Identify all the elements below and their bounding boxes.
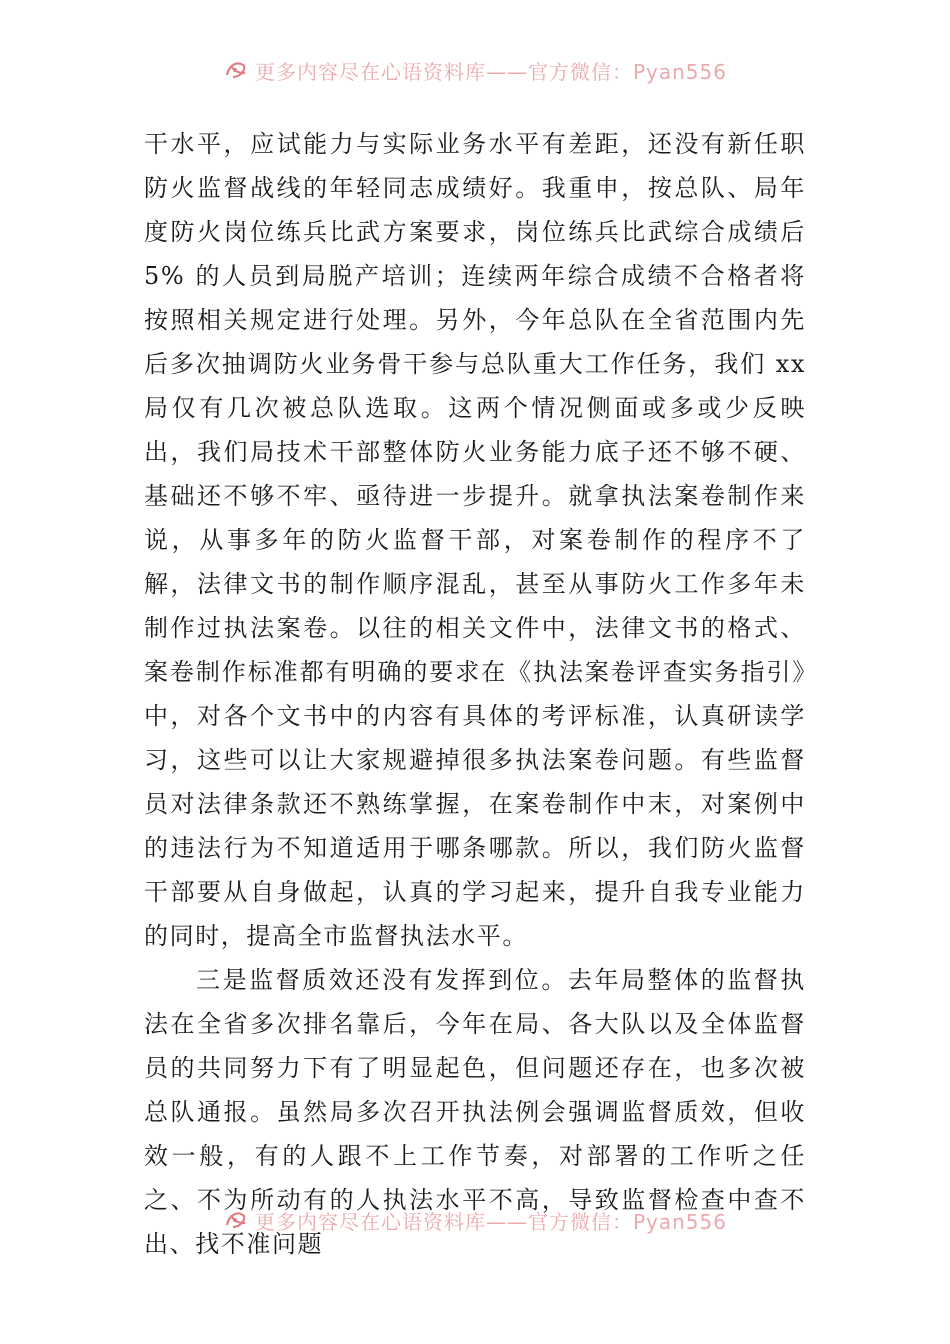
paragraph-point-three: 三是监督质效还没有发挥到位。去年局整体的监督执法在全省多次排名靠后，今年在局、各大队以及全体监督员的共同努力下有了明显起色，但问题还存在，也多次被总队通报。虽然局多次召开执法例会强调监督质效，但收效一般，有的人跟不上工作节奏，对部署的工作听之任之、不为所动有的人执法水平不高，导致监督检查中查不出、找不准问题: [144, 966, 806, 1258]
footer-watermark: [0, 1200, 950, 1240]
watermark-logo-icon: [223, 57, 249, 83]
paragraph-continuation: 干水平，应试能力与实际业务水平有差距，还没有新任职防火监督战线的年轻同志成绩好。我重申，按总队、局年度防火岗位练兵比武方案要求，岗位练兵比武综合成绩后 5% 的人员到局脱产培训；连续两年综合成绩不合格者将按照相关规定进行处理。另外，今年总队在全省范围内先后多次抽调防火业务骨干参与总队重大工作任务，我们 xx 局仅有几次被总队选取。这两个情况侧面或多或少反映出，我们局技术干部整体防火业务能力底子还不够不硬、基础还不够不牢、亟待进一步提升。就拿执法案卷制作来说，从事多年的防火监督干部，对案卷制作的程序不了解，法律文书的制作顺序混乱，甚至从事防火工作多年未制作过执法案卷。以往的相关文件中，法律文书的格式、案卷制作标准都有明确的要求在《执法案卷评查实务指引》中，对各个文书中的内容有具体的考评标准，认真研读学习，这些可以让大家规避掉很多执法案卷问题。有些监督员对法律条款还不熟练掌握，在案卷制作中末，对案例中的违法行为不知道适用于哪条哪款。所以，我们防火监督干部要从自身做起，认真的学习起来，提升自我专业能力的同时，提高全市监督执法水平。: [144, 130, 806, 950]
document-body: [144, 122, 806, 1266]
header-watermark: [0, 50, 950, 90]
watermark-text: 更多内容尽在心语资料库——官方微信：Pyan556: [254, 1209, 727, 1234]
watermark-logo-icon: [223, 1207, 249, 1233]
watermark-text: 更多内容尽在心语资料库——官方微信：Pyan556: [254, 59, 727, 84]
